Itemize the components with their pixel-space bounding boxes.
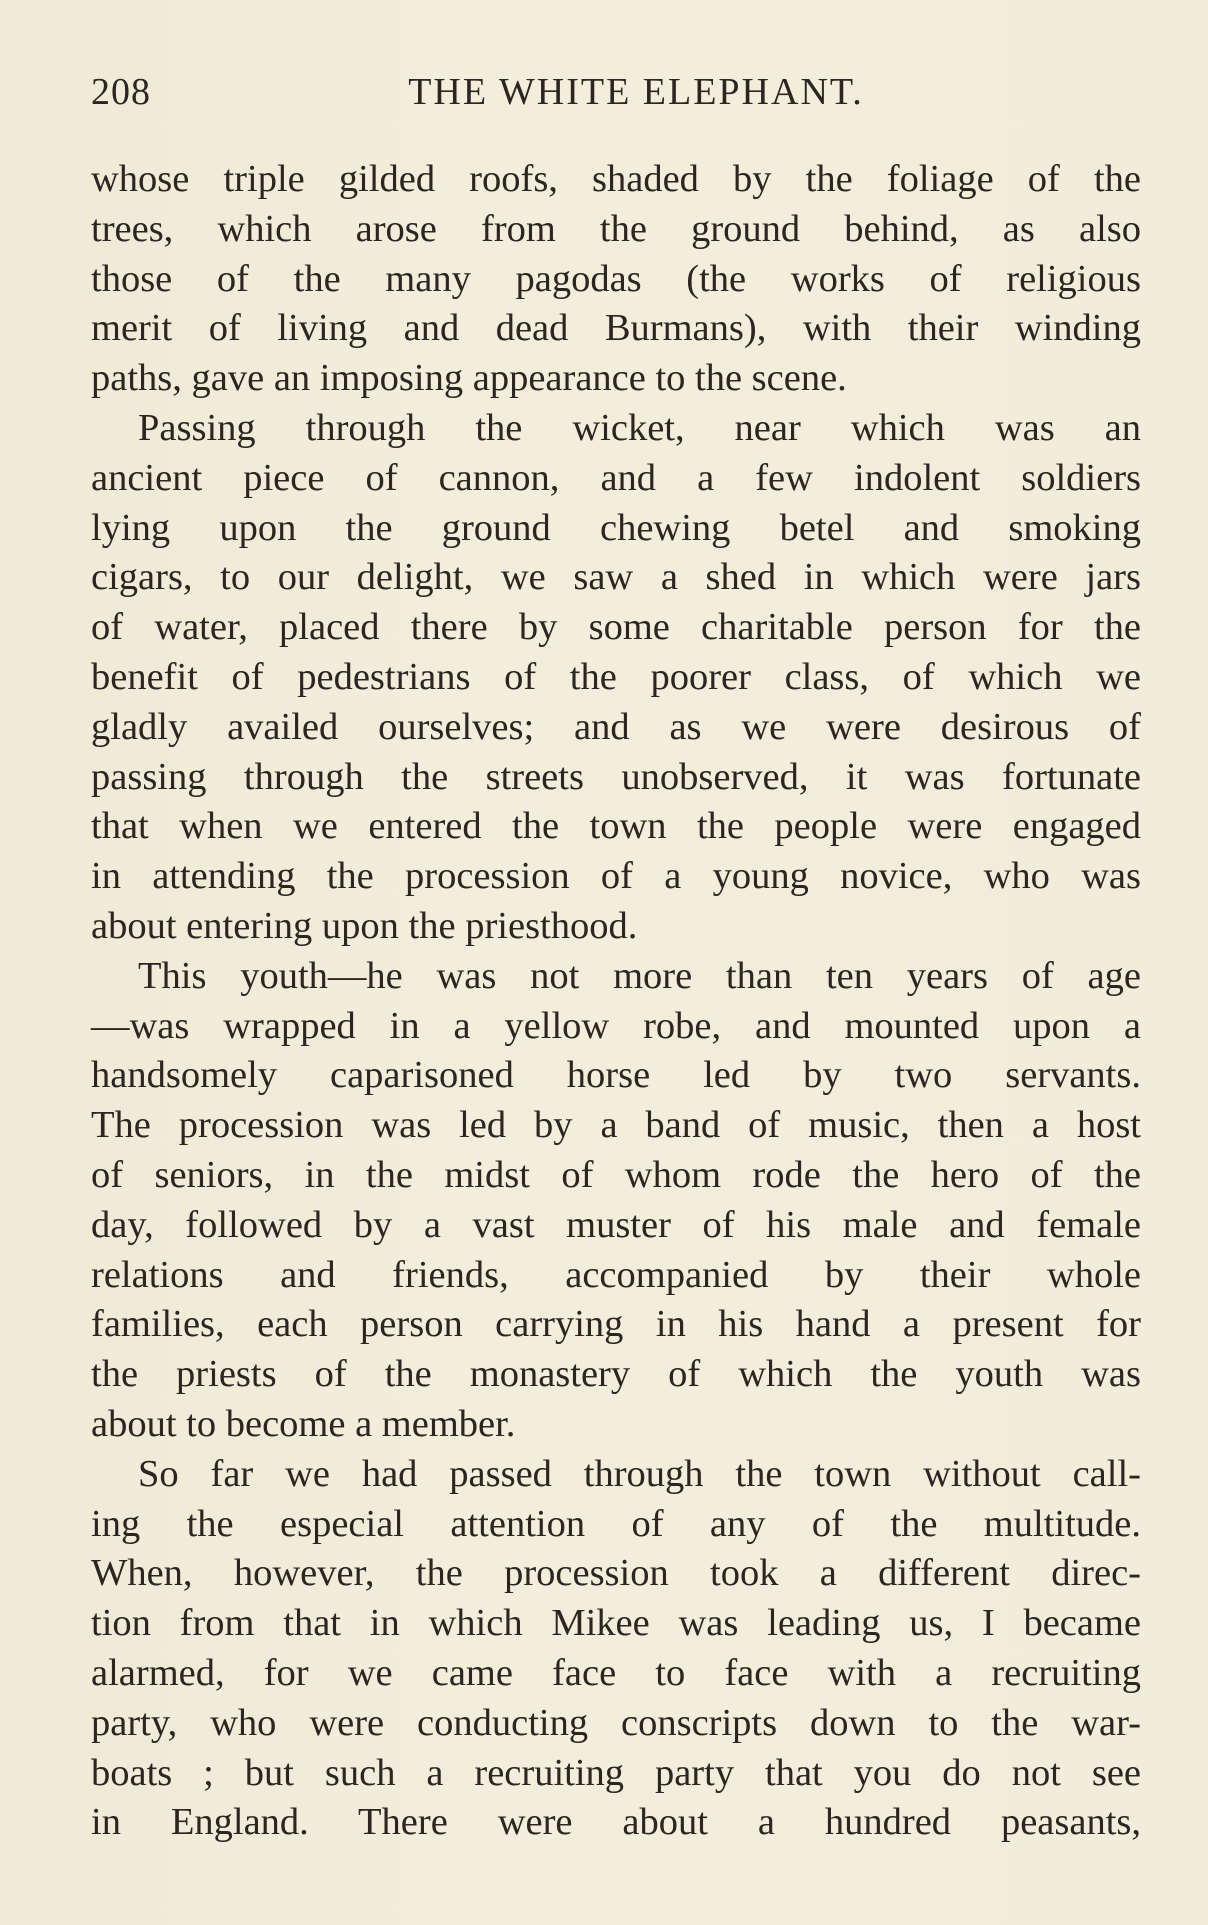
text-line: in England. There were about a hundred peasants,	[91, 1801, 1141, 1844]
running-head	[91, 70, 1141, 120]
text-line: When, however, the procession took a different direc-	[91, 1552, 1141, 1595]
text-line: tion from that in which Mikee was leading us, I became	[91, 1602, 1141, 1645]
text-line: whose triple gilded roofs, shaded by the foliage of the	[91, 158, 1141, 200]
text-line: about to become a member.	[91, 1402, 516, 1445]
text-line: ancient piece of cannon, and a few indolent soldiers	[91, 456, 1141, 499]
body-text	[91, 155, 1141, 1848]
text-line: paths, gave an imposing appearance to the scene.	[91, 357, 847, 400]
text-line: party, who were conducting conscripts down to the war-	[91, 1701, 1141, 1744]
text-line: day, followed by a vast muster of his male and female	[91, 1203, 1141, 1246]
running-head-title: THE WHITE ELEPHANT.	[408, 71, 864, 113]
text-line: cigars, to our delight, we saw a shed in which were jars	[91, 556, 1141, 599]
text-line: families, each person carrying in his hand a present for	[91, 1303, 1141, 1346]
text-line: So far we had passed through the town without call-	[138, 1452, 1141, 1495]
text-line: merit of living and dead Burmans), with their winding	[91, 307, 1141, 350]
text-line: lying upon the ground chewing betel and smoking	[91, 506, 1141, 549]
text-line: ing the especial attention of any of the multitude.	[91, 1502, 1141, 1545]
text-line: This youth—he was not more than ten years of age	[138, 954, 1141, 997]
text-line: handsomely caparisoned horse led by two servants.	[91, 1054, 1141, 1097]
text-line: those of the many pagodas (the works of religious	[91, 257, 1141, 300]
text-line: in attending the procession of a young novice, who was	[91, 855, 1141, 898]
text-line: alarmed, for we came face to face with a recruiting	[91, 1651, 1141, 1694]
text-line: that when we entered the town the people were engaged	[91, 805, 1141, 848]
text-line: benefit of pedestrians of the poorer class, of which we	[91, 655, 1141, 698]
text-line: relations and friends, accompanied by their whole	[91, 1253, 1141, 1296]
text-line: about entering upon the priesthood.	[91, 904, 638, 947]
text-line: passing through the streets unobserved, it was fortunate	[91, 755, 1141, 798]
text-line: of water, placed there by some charitable person for the	[91, 606, 1141, 649]
text-line: of seniors, in the midst of whom rode the hero of the	[91, 1153, 1141, 1196]
text-line: Passing through the wicket, near which was an	[138, 406, 1141, 449]
page-number: 208	[91, 71, 151, 113]
text-line: gladly availed ourselves; and as we were desirous of	[91, 705, 1141, 748]
text-line: The procession was led by a band of music, then a host	[91, 1104, 1141, 1147]
text-line: boats ; but such a recruiting party that you do not see	[91, 1751, 1141, 1794]
text-line: —was wrapped in a yellow robe, and mounted upon a	[91, 1004, 1141, 1047]
text-line: trees, which arose from the ground behind, as also	[91, 207, 1141, 250]
text-line: the priests of the monastery of which the youth was	[91, 1353, 1141, 1396]
